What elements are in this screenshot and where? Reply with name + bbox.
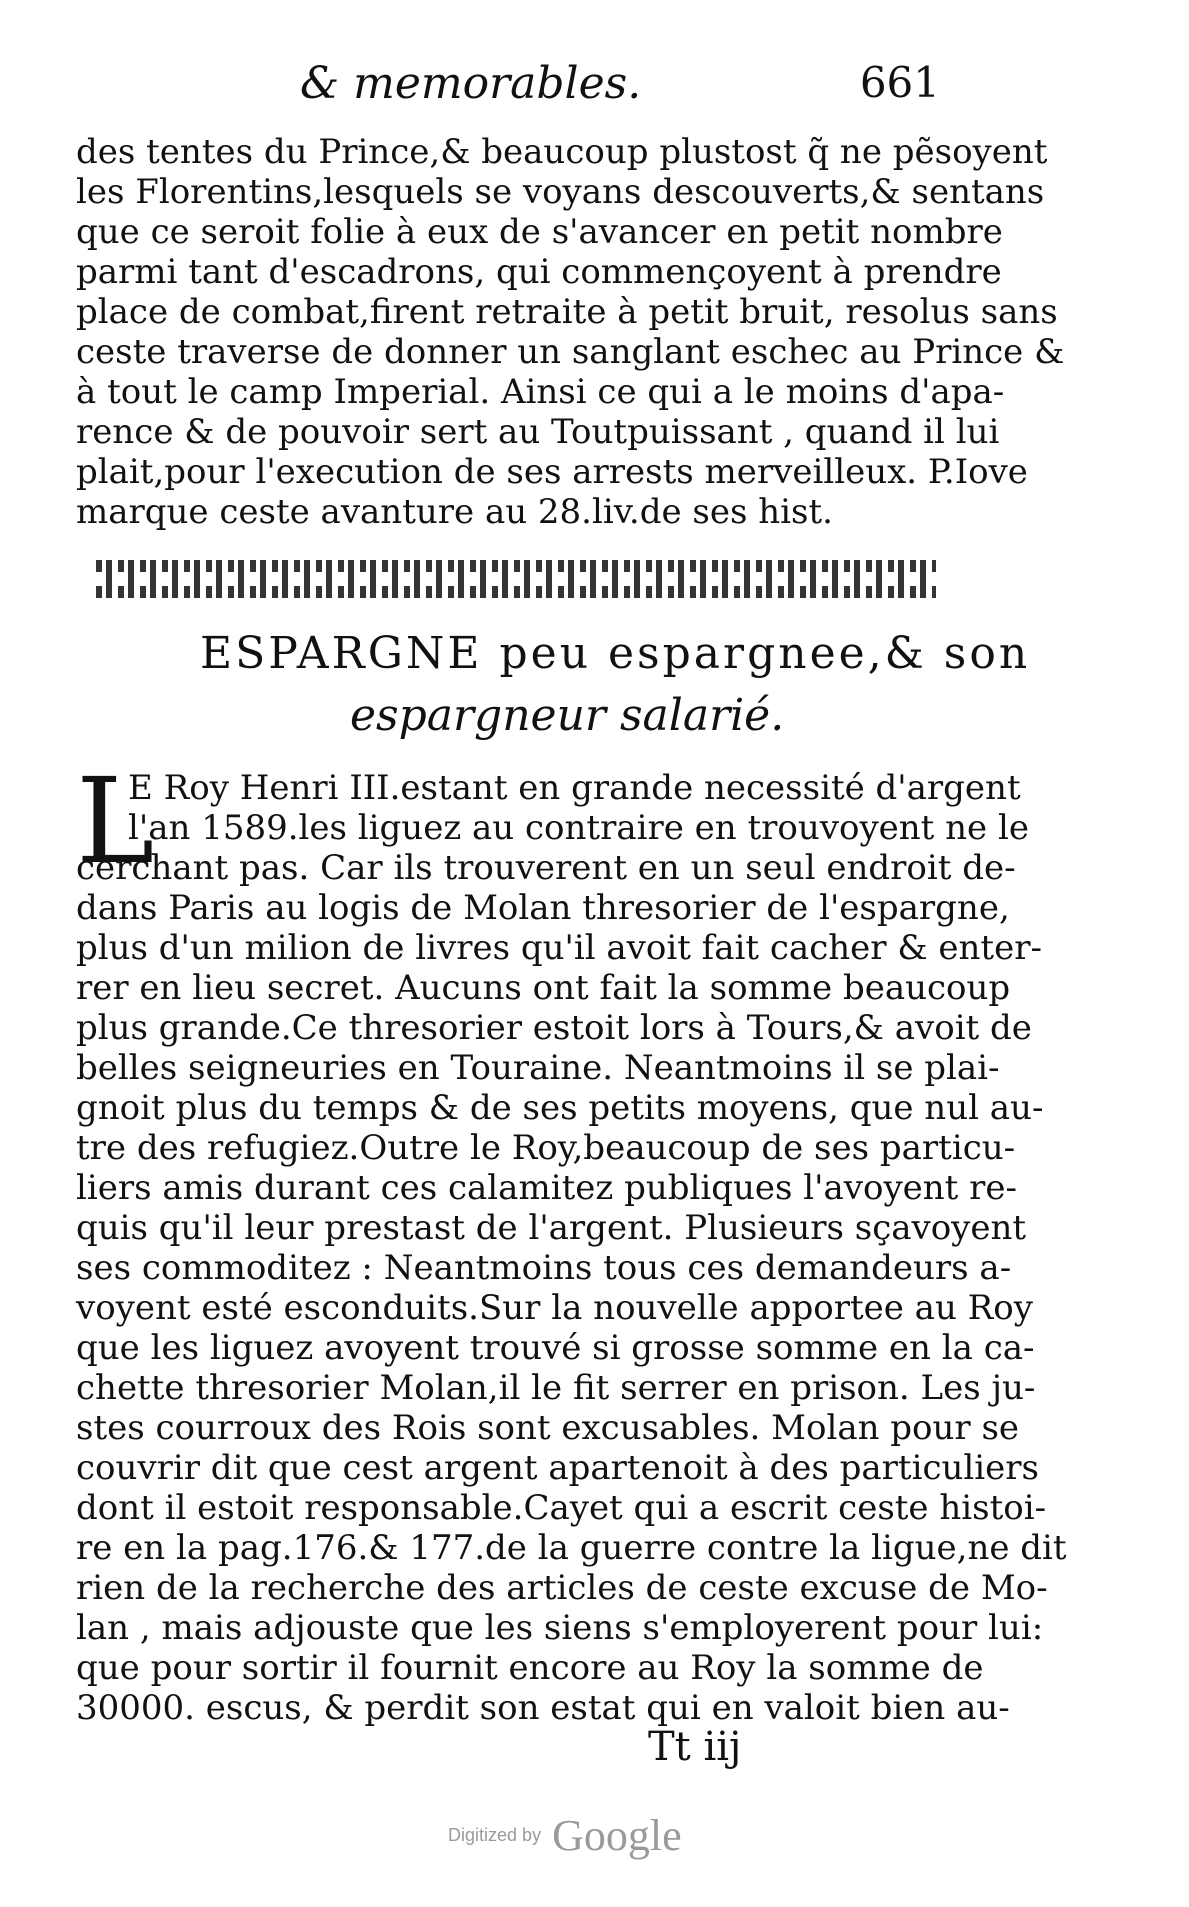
body-line: voyent esté esconduits.Sur la nouvelle apportee au Roy xyxy=(76,1288,1033,1328)
body-line: ceste traverse de donner un sanglant eschec au Prince & xyxy=(76,332,1065,372)
page-header xyxy=(300,58,940,128)
running-title: & memorables. xyxy=(300,58,642,109)
body-line: plus grande.Ce thresorier estoit lors à Tours,& avoit de xyxy=(76,1008,1032,1048)
body-line: rer en lieu secret. Aucuns ont fait la somme beaucoup xyxy=(76,968,1011,1008)
body-line: à tout le camp Imperial. Ainsi ce qui a le moins d'apa- xyxy=(76,372,1005,412)
body-line: les Florentins,lesquels se voyans descouverts,& sentans xyxy=(76,172,1045,212)
body-line: dans Paris au logis de Molan thresorier de l'espargne, xyxy=(76,888,1010,928)
body-line: parmi tant d'escadrons, qui commençoyent à prendre xyxy=(76,252,1002,292)
section-title: ESPARGNE peu espargnee,& son xyxy=(200,628,1031,679)
body-line: liers amis durant ces calamitez publiques l'avoyent re- xyxy=(76,1168,1018,1208)
body-line: chette thresorier Molan,il le fit serrer en prison. Les ju- xyxy=(76,1368,1036,1408)
body-line: stes courroux des Rois sont excusables. Molan pour se xyxy=(76,1408,1020,1448)
digitized-watermark xyxy=(448,1810,682,1861)
body-line: quis qu'il leur prestast de l'argent. Plusieurs sçavoyent xyxy=(76,1208,1027,1248)
body-line: cerchant pas. Car ils trouverent en un seul endroit de- xyxy=(76,848,1016,888)
body-line: marque ceste avanture au 28.liv.de ses hist. xyxy=(76,492,833,532)
body-line: rien de la recherche des articles de ceste excuse de Mo- xyxy=(76,1568,1048,1608)
body-line: rence & de pouvoir sert au Toutpuissant , quand il lui xyxy=(76,412,1000,452)
body-line: tre des refugiez.Outre le Roy,beaucoup de ses particu- xyxy=(76,1128,1016,1168)
body-line: plus d'un milion de livres qu'il avoit fait cacher & enter- xyxy=(76,928,1042,968)
body-line: l'an 1589.les liguez au contraire en trouvoyent ne le xyxy=(128,808,1029,848)
digitizer-logo: Google xyxy=(552,1811,682,1860)
body-line: ses commoditez : Neantmoins tous ces demandeurs a- xyxy=(76,1248,1012,1288)
body-line: que ce seroit folie à eux de s'avancer en petit nombre xyxy=(76,212,1003,252)
body-line: 30000. escus, & perdit son estat qui en valoit bien au- xyxy=(76,1688,1010,1728)
body-line: re en la pag.176.& 177.de la guerre contre la ligue,ne dit xyxy=(76,1528,1067,1568)
body-line: belles seigneuries en Touraine. Neantmoins il se plai- xyxy=(76,1048,1000,1088)
ornamental-divider xyxy=(96,560,936,598)
drop-cap: L xyxy=(76,752,155,890)
body-line: des tentes du Prince,& beaucoup plustost q̃ ne pẽsoyent xyxy=(76,132,1048,172)
body-line: E Roy Henri III.estant en grande necessité d'argent xyxy=(128,768,1021,808)
body-line: couvrir dit que cest argent apartenoit à des particuliers xyxy=(76,1448,1039,1488)
body-line: que les liguez avoyent trouvé si grosse somme en la ca- xyxy=(76,1328,1035,1368)
section-subtitle: espargneur salarié. xyxy=(350,690,785,741)
body-line: gnoit plus du temps & de ses petits moyens, que nul au- xyxy=(76,1088,1044,1128)
body-line: place de combat,firent retraite à petit bruit, resolus sans xyxy=(76,292,1058,332)
body-line: que pour sortir il fournit encore au Roy la somme de xyxy=(76,1648,984,1688)
page-number: 661 xyxy=(859,58,940,107)
digitized-by-label: Digitized by xyxy=(448,1825,542,1845)
body-line: dont il estoit responsable.Cayet qui a escrit ceste histoi- xyxy=(76,1488,1047,1528)
signature-mark: Tt iij xyxy=(648,1724,742,1770)
body-line: plait,pour l'execution de ses arrests merveilleux. P.Iove xyxy=(76,452,1028,492)
body-line: lan , mais adjouste que les siens s'employerent pour lui: xyxy=(76,1608,1044,1648)
